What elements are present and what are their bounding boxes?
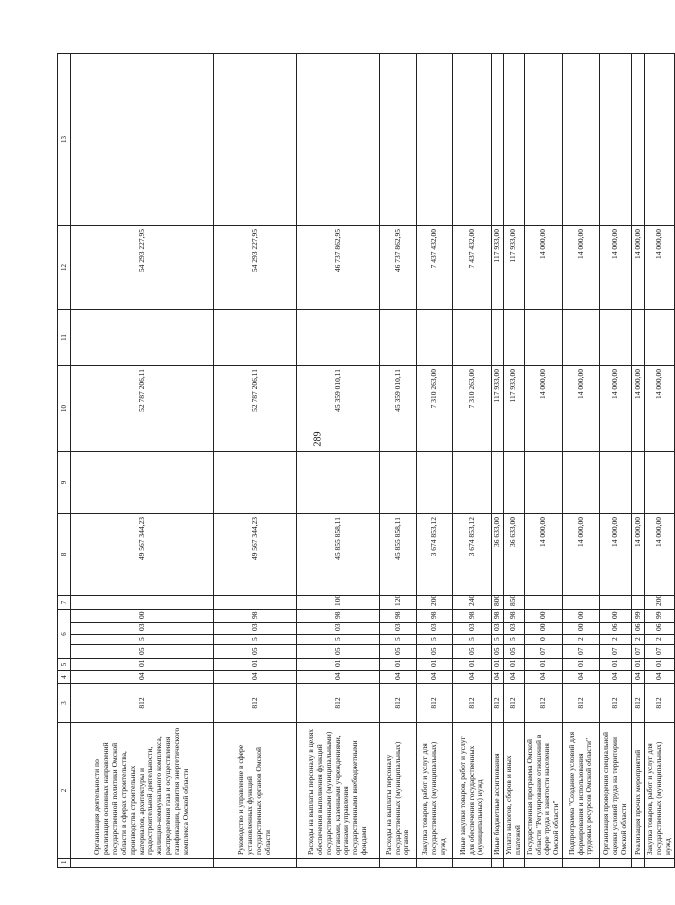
row-amount-col10: 7 310 263,00 (453, 366, 492, 452)
row-name: Иные бюджетные ассигнования (492, 723, 504, 859)
row-amount-col8: 36 633,00 (504, 514, 525, 596)
row-amount-col10: 52 787 206,11 (71, 366, 214, 452)
row-amount-col10: 117 933,00 (492, 366, 504, 452)
table-row (524, 54, 562, 868)
row-amount-col12: 14 000,00 (632, 226, 645, 310)
row-amount-col10: 14 000,00 (645, 366, 675, 452)
row-amount-col12: 46 737 862,95 (380, 226, 417, 310)
row-target-article-direction: 99 (632, 610, 645, 623)
row-amount-col12: 54 293 227,95 (214, 226, 297, 310)
row-admin-code: 812 (297, 684, 380, 723)
table-row (380, 54, 417, 868)
row-target-article-subprogram: 5 (214, 635, 297, 645)
row-marker-cell (71, 859, 214, 868)
row-section-code: 04 (297, 671, 380, 684)
row-target-article-direction: 98 (492, 610, 504, 623)
table-row (645, 54, 675, 868)
row-section-code: 04 (645, 671, 675, 684)
row-admin-code: 812 (632, 684, 645, 723)
row-amount-col8: 14 000,00 (632, 514, 645, 596)
row-admin-code: 812 (600, 684, 632, 723)
row-target-article-measure: 03 (492, 623, 504, 635)
row-name: Организация проведения специальной оценки условий труда на территории Омской области (600, 723, 632, 859)
row-expense-type (524, 596, 562, 610)
row-target-article-measure: 06 (600, 623, 632, 635)
row-target-article-subprogram: 5 (297, 635, 380, 645)
row-amount-col11 (504, 310, 525, 366)
row-amount-col9 (297, 452, 380, 514)
row-target-article-program: 07 (632, 645, 645, 659)
row-amount-col10: 52 787 206,11 (214, 366, 297, 452)
row-marker-cell (563, 859, 600, 868)
row-target-article-subprogram: 5 (504, 635, 525, 645)
row-amount-col13 (380, 54, 417, 226)
row-amount-col11 (492, 310, 504, 366)
row-target-article-program: 05 (492, 645, 504, 659)
row-target-article-direction: 00 (600, 610, 632, 623)
row-section-code: 04 (504, 671, 525, 684)
column-number-row (58, 54, 71, 868)
col-num-1: 1 (58, 859, 71, 868)
row-amount-col10: 14 000,00 (632, 366, 645, 452)
row-subsection-code: 01 (600, 659, 632, 671)
row-name: Уплата налогов, сборов и иных платежей (504, 723, 525, 859)
row-section-code: 04 (632, 671, 645, 684)
row-amount-col8: 36 633,00 (492, 514, 504, 596)
row-marker-cell (214, 859, 297, 868)
row-target-article-measure: 03 (380, 623, 417, 635)
row-amount-col8: 14 000,00 (524, 514, 562, 596)
row-amount-col8: 3 674 853,12 (453, 514, 492, 596)
row-expense-type (563, 596, 600, 610)
row-amount-col13 (417, 54, 453, 226)
row-section-code: 04 (380, 671, 417, 684)
row-target-article-measure: 03 (417, 623, 453, 635)
row-amount-col8: 49 567 344,23 (71, 514, 214, 596)
row-expense-type: 120 (380, 596, 417, 610)
row-amount-col9 (380, 452, 417, 514)
row-amount-col8: 49 567 344,23 (214, 514, 297, 596)
row-amount-col8: 14 000,00 (600, 514, 632, 596)
row-subsection-code: 01 (563, 659, 600, 671)
row-admin-code: 812 (214, 684, 297, 723)
row-amount-col13 (492, 54, 504, 226)
table-row (417, 54, 453, 868)
row-target-article-subprogram: 2 (600, 635, 632, 645)
budget-table (57, 53, 675, 868)
row-target-article-measure: 00 (524, 623, 562, 635)
row-target-article-measure: 00 (563, 623, 600, 635)
row-amount-col11 (563, 310, 600, 366)
row-target-article-direction: 98 (453, 610, 492, 623)
row-amount-col11 (645, 310, 675, 366)
row-name: Закупка товаров, работ и услуг для государственных (муниципальных) нужд (417, 723, 453, 859)
row-target-article-measure: 03 (214, 623, 297, 635)
row-section-code: 04 (524, 671, 562, 684)
row-target-article-measure: 06 (632, 623, 645, 635)
row-target-article-subprogram: 5 (453, 635, 492, 645)
row-name: Расходы на выплаты персоналу в целях обеспечения выполнения функций государственными (муниципальными) органами, казенными учреждениями, органами управления государственными внебюджетными фондами (297, 723, 380, 859)
col-num-11: 11 (58, 310, 71, 366)
row-expense-type: 800 (492, 596, 504, 610)
row-amount-col10: 117 933,00 (504, 366, 525, 452)
row-target-article-subprogram: 5 (380, 635, 417, 645)
table-row (297, 54, 380, 868)
col-num-6: 6 (58, 610, 71, 659)
row-target-article-direction: 99 (645, 610, 675, 623)
row-name: Иные закупки товаров, работ и услуг для обеспечения государственных (муниципальных) нужд (453, 723, 492, 859)
row-amount-col12: 54 293 227,95 (71, 226, 214, 310)
row-target-article-program: 05 (417, 645, 453, 659)
row-marker-cell (600, 859, 632, 868)
row-amount-col11 (600, 310, 632, 366)
table-row (492, 54, 504, 868)
row-amount-col9 (524, 452, 562, 514)
row-amount-col11 (297, 310, 380, 366)
table-row (453, 54, 492, 868)
row-admin-code: 812 (524, 684, 562, 723)
row-name: Организация деятельности по реализации основных направлений государственной политики Омской области в сферах строительства, производства строительных материалов, архитектуры и градостроительной деятельности, жилищно-коммунального комплекса, распределения газа и осуществления газификации, развития энергетического комплекса Омской области (71, 723, 214, 859)
page-number: 289 (312, 431, 324, 447)
row-marker-cell (492, 859, 504, 868)
row-amount-col11 (380, 310, 417, 366)
row-section-code: 04 (563, 671, 600, 684)
row-admin-code: 812 (563, 684, 600, 723)
table-row (214, 54, 297, 868)
col-num-8: 8 (58, 514, 71, 596)
row-target-article-direction: 98 (417, 610, 453, 623)
row-amount-col9 (214, 452, 297, 514)
row-expense-type (600, 596, 632, 610)
row-subsection-code: 01 (492, 659, 504, 671)
row-target-article-direction: 98 (214, 610, 297, 623)
row-target-article-subprogram: 2 (563, 635, 600, 645)
row-section-code: 04 (71, 671, 214, 684)
table-row (563, 54, 600, 868)
row-expense-type (71, 596, 214, 610)
row-target-article-direction: 98 (504, 610, 525, 623)
table-row (600, 54, 632, 868)
row-amount-col9 (632, 452, 645, 514)
row-amount-col12: 117 933,00 (492, 226, 504, 310)
row-amount-col10: 7 310 263,00 (417, 366, 453, 452)
row-section-code: 04 (600, 671, 632, 684)
row-amount-col10: 45 359 010,11 (297, 366, 380, 452)
row-amount-col8: 14 000,00 (563, 514, 600, 596)
row-target-article-measure: 06 (645, 623, 675, 635)
row-target-article-subprogram: 0 (524, 635, 562, 645)
row-amount-col9 (600, 452, 632, 514)
row-amount-col13 (214, 54, 297, 226)
col-num-2: 2 (58, 723, 71, 859)
row-amount-col11 (632, 310, 645, 366)
row-target-article-program: 05 (380, 645, 417, 659)
row-amount-col13 (632, 54, 645, 226)
row-subsection-code: 01 (417, 659, 453, 671)
row-amount-col13 (504, 54, 525, 226)
row-amount-col12: 14 000,00 (524, 226, 562, 310)
col-num-5: 5 (58, 659, 71, 671)
row-target-article-direction: 00 (524, 610, 562, 623)
row-target-article-measure: 03 (453, 623, 492, 635)
row-admin-code: 812 (380, 684, 417, 723)
row-amount-col11 (524, 310, 562, 366)
row-target-article-direction: 00 (71, 610, 214, 623)
row-target-article-subprogram: 2 (645, 635, 675, 645)
row-target-article-program: 05 (297, 645, 380, 659)
row-marker-cell (632, 859, 645, 868)
row-amount-col10: 45 359 010,11 (380, 366, 417, 452)
row-amount-col8: 3 674 853,12 (417, 514, 453, 596)
col-num-9: 9 (58, 452, 71, 514)
row-target-article-program: 07 (524, 645, 562, 659)
row-subsection-code: 01 (214, 659, 297, 671)
row-target-article-program: 05 (71, 645, 214, 659)
row-amount-col11 (453, 310, 492, 366)
row-section-code: 04 (453, 671, 492, 684)
row-subsection-code: 01 (504, 659, 525, 671)
row-target-article-program: 05 (214, 645, 297, 659)
row-marker-cell (297, 859, 380, 868)
col-num-10: 10 (58, 366, 71, 452)
row-amount-col11 (417, 310, 453, 366)
row-amount-col10: 14 000,00 (563, 366, 600, 452)
row-expense-type: 100 (297, 596, 380, 610)
row-subsection-code: 01 (453, 659, 492, 671)
row-amount-col12: 14 000,00 (563, 226, 600, 310)
col-num-3: 3 (58, 684, 71, 723)
row-target-article-program: 05 (453, 645, 492, 659)
table-row (504, 54, 525, 868)
row-expense-type (632, 596, 645, 610)
row-amount-col13 (71, 54, 214, 226)
row-name: Руководство и управление в сфере установленных функций государственных органов Омской области (214, 723, 297, 859)
row-admin-code: 812 (492, 684, 504, 723)
row-amount-col9 (645, 452, 675, 514)
row-amount-col12: 7 437 432,00 (417, 226, 453, 310)
row-expense-type: 200 (417, 596, 453, 610)
col-num-13: 13 (58, 54, 71, 226)
row-target-article-subprogram: 2 (632, 635, 645, 645)
row-target-article-direction: 98 (380, 610, 417, 623)
row-expense-type: 240 (453, 596, 492, 610)
row-section-code: 04 (492, 671, 504, 684)
row-target-article-subprogram: 5 (492, 635, 504, 645)
row-admin-code: 812 (453, 684, 492, 723)
row-amount-col13 (297, 54, 380, 226)
table-row (71, 54, 214, 868)
row-amount-col9 (417, 452, 453, 514)
row-amount-col13 (524, 54, 562, 226)
row-target-article-subprogram: 5 (71, 635, 214, 645)
row-marker-cell (380, 859, 417, 868)
row-amount-col11 (214, 310, 297, 366)
row-amount-col13 (563, 54, 600, 226)
row-expense-type (214, 596, 297, 610)
row-target-article-program: 07 (600, 645, 632, 659)
row-marker-cell (524, 859, 562, 868)
row-amount-col12: 117 933,00 (504, 226, 525, 310)
row-amount-col9 (492, 452, 504, 514)
row-section-code: 04 (214, 671, 297, 684)
row-amount-col9 (563, 452, 600, 514)
row-target-article-program: 05 (504, 645, 525, 659)
row-target-article-program: 07 (645, 645, 675, 659)
table-body (58, 54, 675, 868)
row-target-article-subprogram: 5 (417, 635, 453, 645)
row-amount-col12: 7 437 432,00 (453, 226, 492, 310)
row-amount-col10: 14 000,00 (524, 366, 562, 452)
row-name: Подпрограмма "Создание условий для формирования и использования трудовых ресурсов Омской области" (563, 723, 600, 859)
row-admin-code: 812 (417, 684, 453, 723)
col-num-7: 7 (58, 596, 71, 610)
row-name: Реализация прочих мероприятий (632, 723, 645, 859)
col-num-4: 4 (58, 671, 71, 684)
row-subsection-code: 01 (297, 659, 380, 671)
row-amount-col12: 14 000,00 (645, 226, 675, 310)
row-amount-col12: 46 737 862,95 (297, 226, 380, 310)
row-amount-col9 (504, 452, 525, 514)
row-expense-type: 850 (504, 596, 525, 610)
row-amount-col13 (600, 54, 632, 226)
row-marker-cell (453, 859, 492, 868)
budget-table-rotated (57, 54, 672, 868)
row-amount-col13 (453, 54, 492, 226)
row-amount-col8: 14 000,00 (645, 514, 675, 596)
row-subsection-code: 01 (645, 659, 675, 671)
row-subsection-code: 01 (524, 659, 562, 671)
row-subsection-code: 01 (632, 659, 645, 671)
row-admin-code: 812 (504, 684, 525, 723)
row-amount-col9 (71, 452, 214, 514)
row-amount-col11 (71, 310, 214, 366)
row-admin-code: 812 (645, 684, 675, 723)
row-target-article-measure: 03 (297, 623, 380, 635)
row-name: Государственная программа Омской области "Регулирование отношений в сфере труда и занятости населения Омской области" (524, 723, 562, 859)
row-marker-cell (417, 859, 453, 868)
row-amount-col12: 14 000,00 (600, 226, 632, 310)
row-amount-col9 (453, 452, 492, 514)
row-marker-cell (504, 859, 525, 868)
row-subsection-code: 01 (380, 659, 417, 671)
row-amount-col8: 45 855 858,11 (380, 514, 417, 596)
row-target-article-measure: 03 (71, 623, 214, 635)
row-marker-cell (645, 859, 675, 868)
row-expense-type: 200 (645, 596, 675, 610)
row-name: Расходы на выплаты персоналу государственных (муниципальных) органов (380, 723, 417, 859)
row-target-article-program: 07 (563, 645, 600, 659)
row-amount-col8: 45 855 858,11 (297, 514, 380, 596)
row-amount-col13 (645, 54, 675, 226)
row-target-article-direction: 98 (297, 610, 380, 623)
row-target-article-direction: 00 (563, 610, 600, 623)
row-amount-col10: 14 000,00 (600, 366, 632, 452)
row-subsection-code: 01 (71, 659, 214, 671)
row-name: Закупка товаров, работ и услуг для государственных (муниципальных) нужд (645, 723, 675, 859)
row-section-code: 04 (417, 671, 453, 684)
row-target-article-measure: 03 (504, 623, 525, 635)
row-admin-code: 812 (71, 684, 214, 723)
col-num-12: 12 (58, 226, 71, 310)
table-row (632, 54, 645, 868)
